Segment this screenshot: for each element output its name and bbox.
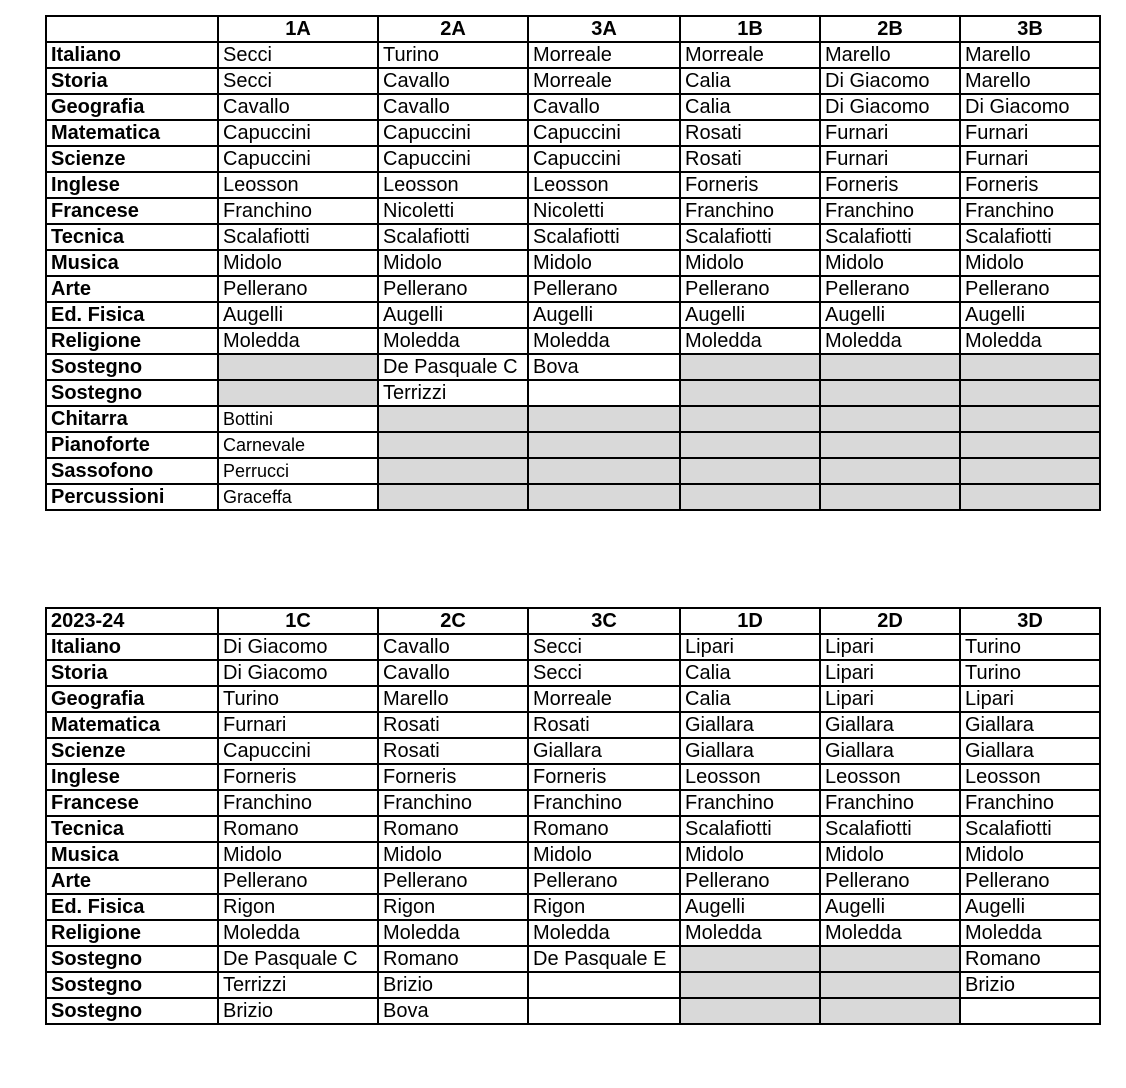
teacher-cell: Brizio — [218, 998, 378, 1024]
teacher-cell: Bova — [378, 998, 528, 1024]
teacher-cell: Nicoletti — [528, 198, 680, 224]
teacher-cell: Lipari — [680, 634, 820, 660]
teacher-cell: Pellerano — [680, 868, 820, 894]
teacher-cell: Graceffa — [218, 484, 378, 510]
teacher-cell: Marello — [820, 42, 960, 68]
table-row — [46, 842, 1100, 868]
table-row — [46, 790, 1100, 816]
teacher-cell: Franchino — [218, 790, 378, 816]
teacher-cell: Romano — [218, 816, 378, 842]
teacher-cell: Giallara — [680, 738, 820, 764]
empty-cell — [680, 432, 820, 458]
table-row — [46, 354, 1100, 380]
teacher-cell: Calia — [680, 686, 820, 712]
table-row — [46, 660, 1100, 686]
teacher-cell: Giallara — [680, 712, 820, 738]
empty-cell — [960, 380, 1100, 406]
teacher-cell: Midolo — [378, 250, 528, 276]
table-row — [46, 634, 1100, 660]
teacher-cell: Capuccini — [528, 146, 680, 172]
subject-cell: Musica — [46, 250, 218, 276]
teacher-cell: Pellerano — [378, 868, 528, 894]
teacher-cell: Giallara — [528, 738, 680, 764]
corner-cell — [46, 16, 218, 42]
subject-cell: Religione — [46, 328, 218, 354]
teacher-cell: Scalafiotti — [218, 224, 378, 250]
teacher-cell: Midolo — [680, 250, 820, 276]
teacher-cell: Capuccini — [218, 146, 378, 172]
empty-cell — [680, 406, 820, 432]
empty-cell — [820, 946, 960, 972]
class-header: 1A — [218, 16, 378, 42]
teacher-cell: Forneris — [820, 172, 960, 198]
class-header: 2C — [378, 608, 528, 634]
teacher-cell: Pellerano — [218, 276, 378, 302]
class-header: 3B — [960, 16, 1100, 42]
subject-cell: Sostegno — [46, 946, 218, 972]
table-row — [46, 738, 1100, 764]
teacher-cell: Giallara — [820, 738, 960, 764]
teacher-cell: Scalafiotti — [960, 224, 1100, 250]
teacher-cell: Scalafiotti — [528, 224, 680, 250]
school-year-label: 2023-24 — [46, 608, 218, 634]
teacher-cell: Leosson — [378, 172, 528, 198]
table-row — [46, 146, 1100, 172]
empty-cell — [680, 946, 820, 972]
teacher-cell: Moledda — [218, 328, 378, 354]
teacher-cell: Rosati — [378, 738, 528, 764]
teacher-cell: Moledda — [378, 328, 528, 354]
teacher-cell: Secci — [528, 660, 680, 686]
table-row — [46, 764, 1100, 790]
empty-cell — [960, 998, 1100, 1024]
teacher-cell: Perrucci — [218, 458, 378, 484]
subject-cell: Inglese — [46, 172, 218, 198]
subject-cell: Matematica — [46, 120, 218, 146]
teacher-cell: Moledda — [680, 328, 820, 354]
class-header: 3D — [960, 608, 1100, 634]
teacher-cell: Forneris — [528, 764, 680, 790]
teacher-cell: Romano — [960, 946, 1100, 972]
teacher-cell: Turino — [960, 660, 1100, 686]
teacher-cell: Cavallo — [528, 94, 680, 120]
subject-cell: Pianoforte — [46, 432, 218, 458]
teacher-cell: Moledda — [528, 920, 680, 946]
class-header: 1C — [218, 608, 378, 634]
teacher-cell: Augelli — [960, 302, 1100, 328]
teacher-cell: Capuccini — [378, 120, 528, 146]
teacher-cell: Lipari — [820, 686, 960, 712]
subject-cell: Musica — [46, 842, 218, 868]
teacher-cell: Scalafiotti — [960, 816, 1100, 842]
teacher-cell: Augelli — [820, 302, 960, 328]
teacher-cell: Rosati — [680, 120, 820, 146]
subject-cell: Geografia — [46, 94, 218, 120]
teacher-cell: De Pasquale C — [378, 354, 528, 380]
teacher-cell: Romano — [378, 946, 528, 972]
class-header: 1B — [680, 16, 820, 42]
teacher-cell: Rigon — [528, 894, 680, 920]
empty-cell — [960, 354, 1100, 380]
teacher-cell: Moledda — [820, 920, 960, 946]
teacher-cell: Augelli — [680, 894, 820, 920]
teacher-cell: Pellerano — [528, 276, 680, 302]
teacher-cell: Pellerano — [528, 868, 680, 894]
teacher-cell: Capuccini — [218, 738, 378, 764]
empty-cell — [528, 972, 680, 998]
teacher-cell: Rigon — [378, 894, 528, 920]
table-row — [46, 172, 1100, 198]
teacher-cell: Rigon — [218, 894, 378, 920]
teacher-cell: Turino — [960, 634, 1100, 660]
table-row — [46, 998, 1100, 1024]
teacher-cell: Pellerano — [820, 276, 960, 302]
header-row — [46, 16, 1100, 42]
subject-cell: Storia — [46, 660, 218, 686]
table-row — [46, 68, 1100, 94]
class-header: 2D — [820, 608, 960, 634]
teacher-cell: Cavallo — [378, 68, 528, 94]
teacher-cell: Franchino — [218, 198, 378, 224]
teacher-cell: Rosati — [528, 712, 680, 738]
teacher-cell: Furnari — [820, 146, 960, 172]
subject-cell: Ed. Fisica — [46, 302, 218, 328]
teacher-cell: Brizio — [960, 972, 1100, 998]
subject-cell: Scienze — [46, 146, 218, 172]
teacher-cell: Augelli — [680, 302, 820, 328]
teacher-cell: Franchino — [528, 790, 680, 816]
teacher-cell: Furnari — [820, 120, 960, 146]
empty-cell — [528, 432, 680, 458]
subject-cell: Sostegno — [46, 380, 218, 406]
teacher-cell: Furnari — [960, 120, 1100, 146]
teacher-cell: Rosati — [378, 712, 528, 738]
teacher-cell: Pellerano — [378, 276, 528, 302]
teacher-cell: Scalafiotti — [680, 816, 820, 842]
teacher-cell: Romano — [378, 816, 528, 842]
teacher-cell: Di Giacomo — [820, 68, 960, 94]
teacher-cell: Forneris — [378, 764, 528, 790]
subject-cell: Ed. Fisica — [46, 894, 218, 920]
subject-cell: Chitarra — [46, 406, 218, 432]
teacher-cell: Cavallo — [378, 94, 528, 120]
empty-cell — [820, 998, 960, 1024]
teacher-cell: Terrizzi — [378, 380, 528, 406]
empty-cell — [528, 406, 680, 432]
table-row — [46, 816, 1100, 842]
table-row — [46, 458, 1100, 484]
teacher-cell: Nicoletti — [378, 198, 528, 224]
teacher-cell: Midolo — [960, 842, 1100, 868]
table-row — [46, 250, 1100, 276]
teacher-cell: Di Giacomo — [820, 94, 960, 120]
teacher-cell: Secci — [218, 42, 378, 68]
table-row — [46, 42, 1100, 68]
table-row — [46, 432, 1100, 458]
empty-cell — [680, 354, 820, 380]
subject-cell: Sostegno — [46, 972, 218, 998]
subject-cell: Sostegno — [46, 354, 218, 380]
subject-cell: Tecnica — [46, 224, 218, 250]
teacher-cell: Capuccini — [528, 120, 680, 146]
teacher-cell: Calia — [680, 94, 820, 120]
teacher-cell: Leosson — [680, 764, 820, 790]
teacher-cell: Furnari — [218, 712, 378, 738]
table-row — [46, 406, 1100, 432]
table-row — [46, 302, 1100, 328]
empty-cell — [218, 380, 378, 406]
teacher-cell: Midolo — [218, 250, 378, 276]
teacher-cell: Pellerano — [680, 276, 820, 302]
teacher-cell: Bova — [528, 354, 680, 380]
empty-cell — [378, 432, 528, 458]
teacher-cell: Scalafiotti — [680, 224, 820, 250]
class-header: 2B — [820, 16, 960, 42]
empty-cell — [960, 432, 1100, 458]
teacher-cell: Rosati — [680, 146, 820, 172]
empty-cell — [378, 458, 528, 484]
teacher-cell: Morreale — [528, 686, 680, 712]
teacher-cell: Franchino — [820, 198, 960, 224]
table-row — [46, 920, 1100, 946]
teacher-cell: Giallara — [820, 712, 960, 738]
teacher-cell: Augelli — [820, 894, 960, 920]
teacher-cell: Franchino — [820, 790, 960, 816]
subject-cell: Arte — [46, 868, 218, 894]
teacher-cell: Pellerano — [820, 868, 960, 894]
teacher-cell: Midolo — [820, 842, 960, 868]
teacher-cell: Lipari — [820, 634, 960, 660]
subject-cell: Percussioni — [46, 484, 218, 510]
empty-cell — [378, 484, 528, 510]
teacher-cell: Cavallo — [218, 94, 378, 120]
table-row — [46, 94, 1100, 120]
teacher-cell: Morreale — [528, 42, 680, 68]
teacher-cell: Pellerano — [960, 276, 1100, 302]
teacher-cell: Midolo — [960, 250, 1100, 276]
teacher-cell: Giallara — [960, 738, 1100, 764]
teacher-cell: Cavallo — [378, 660, 528, 686]
teacher-cell: Franchino — [378, 790, 528, 816]
teacher-cell: Giallara — [960, 712, 1100, 738]
teacher-cell: Leosson — [960, 764, 1100, 790]
teacher-cell: Forneris — [218, 764, 378, 790]
header-row — [46, 608, 1100, 634]
teacher-cell: Midolo — [218, 842, 378, 868]
teacher-cell: De Pasquale E — [528, 946, 680, 972]
subject-cell: Italiano — [46, 634, 218, 660]
teacher-cell: Pellerano — [960, 868, 1100, 894]
teacher-cell: Turino — [218, 686, 378, 712]
table-row — [46, 868, 1100, 894]
teacher-table-sections-c-d — [45, 607, 1101, 1025]
teacher-cell: Lipari — [960, 686, 1100, 712]
teacher-cell: Midolo — [528, 842, 680, 868]
table-row — [46, 484, 1100, 510]
class-header: 3C — [528, 608, 680, 634]
teacher-cell: Calia — [680, 68, 820, 94]
empty-cell — [378, 406, 528, 432]
teacher-cell: Moledda — [528, 328, 680, 354]
teacher-cell: Leosson — [820, 764, 960, 790]
teacher-cell: Capuccini — [378, 146, 528, 172]
teacher-cell: Franchino — [680, 790, 820, 816]
empty-cell — [680, 972, 820, 998]
empty-cell — [820, 484, 960, 510]
teacher-cell: Midolo — [820, 250, 960, 276]
teacher-cell: Leosson — [528, 172, 680, 198]
subject-cell: Sostegno — [46, 998, 218, 1024]
teacher-cell: Romano — [528, 816, 680, 842]
teacher-cell: Furnari — [960, 146, 1100, 172]
subject-cell: Religione — [46, 920, 218, 946]
empty-cell — [820, 458, 960, 484]
teacher-cell: Franchino — [960, 790, 1100, 816]
subject-cell: Storia — [46, 68, 218, 94]
teacher-cell: Calia — [680, 660, 820, 686]
empty-cell — [820, 432, 960, 458]
empty-cell — [960, 406, 1100, 432]
empty-cell — [820, 380, 960, 406]
teacher-cell: Pellerano — [218, 868, 378, 894]
empty-cell — [820, 354, 960, 380]
subject-cell: Tecnica — [46, 816, 218, 842]
teacher-cell: Midolo — [528, 250, 680, 276]
teacher-cell: Secci — [218, 68, 378, 94]
empty-cell — [680, 998, 820, 1024]
teacher-cell: Midolo — [680, 842, 820, 868]
teacher-cell: Midolo — [378, 842, 528, 868]
empty-cell — [960, 458, 1100, 484]
class-header: 2A — [378, 16, 528, 42]
teacher-cell: Lipari — [820, 660, 960, 686]
teacher-cell: Moledda — [378, 920, 528, 946]
teacher-cell: Secci — [528, 634, 680, 660]
empty-cell — [218, 354, 378, 380]
empty-cell — [820, 406, 960, 432]
teacher-cell: Scalafiotti — [820, 816, 960, 842]
teacher-cell: Augelli — [378, 302, 528, 328]
empty-cell — [680, 380, 820, 406]
subject-cell: Italiano — [46, 42, 218, 68]
teacher-cell: Augelli — [528, 302, 680, 328]
teacher-cell: Moledda — [680, 920, 820, 946]
teacher-cell: Franchino — [960, 198, 1100, 224]
empty-cell — [528, 998, 680, 1024]
teacher-cell: De Pasquale C — [218, 946, 378, 972]
teacher-cell: Brizio — [378, 972, 528, 998]
teacher-cell: Marello — [378, 686, 528, 712]
teacher-cell: Moledda — [820, 328, 960, 354]
teacher-cell: Terrizzi — [218, 972, 378, 998]
teacher-cell: Forneris — [960, 172, 1100, 198]
table-row — [46, 946, 1100, 972]
teacher-cell: Bottini — [218, 406, 378, 432]
empty-cell — [528, 484, 680, 510]
table-row — [46, 120, 1100, 146]
teacher-cell: Leosson — [218, 172, 378, 198]
subject-cell: Francese — [46, 198, 218, 224]
teacher-cell: Carnevale — [218, 432, 378, 458]
subject-cell: Scienze — [46, 738, 218, 764]
table-row — [46, 380, 1100, 406]
teacher-cell: Moledda — [960, 328, 1100, 354]
empty-cell — [528, 458, 680, 484]
teacher-cell: Cavallo — [378, 634, 528, 660]
teacher-cell: Moledda — [218, 920, 378, 946]
teacher-cell: Scalafiotti — [378, 224, 528, 250]
teacher-cell: Di Giacomo — [218, 660, 378, 686]
teacher-cell: Augelli — [960, 894, 1100, 920]
table-row — [46, 686, 1100, 712]
teacher-cell: Morreale — [528, 68, 680, 94]
teacher-cell: Morreale — [680, 42, 820, 68]
teacher-table-sections-a-b — [45, 15, 1101, 511]
class-header: 3A — [528, 16, 680, 42]
subject-cell: Francese — [46, 790, 218, 816]
teacher-cell: Di Giacomo — [960, 94, 1100, 120]
table-row — [46, 224, 1100, 250]
empty-cell — [960, 484, 1100, 510]
subject-cell: Sassofono — [46, 458, 218, 484]
teacher-cell: Marello — [960, 42, 1100, 68]
subject-cell: Arte — [46, 276, 218, 302]
teacher-cell: Franchino — [680, 198, 820, 224]
teacher-cell: Moledda — [960, 920, 1100, 946]
empty-cell — [820, 972, 960, 998]
teacher-cell: Augelli — [218, 302, 378, 328]
empty-cell — [680, 458, 820, 484]
subject-cell: Inglese — [46, 764, 218, 790]
teacher-cell: Scalafiotti — [820, 224, 960, 250]
table-row — [46, 328, 1100, 354]
teacher-cell: Capuccini — [218, 120, 378, 146]
subject-cell: Matematica — [46, 712, 218, 738]
teacher-cell: Turino — [378, 42, 528, 68]
table-row — [46, 894, 1100, 920]
empty-cell — [680, 484, 820, 510]
subject-cell: Geografia — [46, 686, 218, 712]
table-row — [46, 198, 1100, 224]
table-row — [46, 276, 1100, 302]
teacher-cell: Forneris — [680, 172, 820, 198]
class-header: 1D — [680, 608, 820, 634]
teacher-cell: Di Giacomo — [218, 634, 378, 660]
table-row — [46, 712, 1100, 738]
table-row — [46, 972, 1100, 998]
empty-cell — [528, 380, 680, 406]
teacher-cell: Marello — [960, 68, 1100, 94]
